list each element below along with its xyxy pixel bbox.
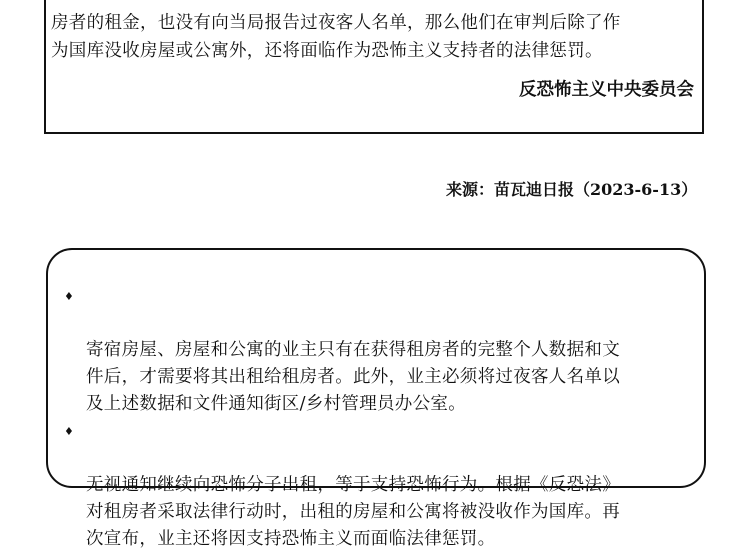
rules-list — [64, 283, 694, 553]
source-citation: 来源：苗瓦迪日报（2023-6-13） — [446, 180, 698, 199]
diamond-bullet-icon: ♦ — [64, 425, 75, 438]
rules-box — [46, 248, 706, 549]
rule-text: 无视通知继续向恐怖分子出租，等于支持恐怖行为。根据《反恐法》 对租房者采取法律行动时，出租的房屋和公寓将被没收作为国库。再 次宣布，业主还将因支持恐怖主义而面临法律惩罚。 — [86, 475, 620, 549]
notice-signature: 反恐怖主义中央委员会 — [519, 80, 694, 100]
diamond-bullet-icon: ♦ — [64, 290, 75, 303]
rule-item — [64, 418, 694, 553]
notice-body-text: 房者的租金，也没有向当局报告过夜客人名单，那么他们在审判后除了作 为国库没收房屋或公寓外，还将面临作为恐怖主义支持者的法律惩罚。 — [51, 13, 621, 61]
notice-box — [44, 0, 704, 134]
rule-item — [64, 283, 694, 418]
rule-text: 寄宿房屋、房屋和公寓的业主只有在获得租房者的完整个人数据和文 件后，才需要将其出租给租房者。此外，业主必须将过夜客人名单以 及上述数据和文件通知街区/乡村管理员办公室。 — [86, 340, 620, 414]
